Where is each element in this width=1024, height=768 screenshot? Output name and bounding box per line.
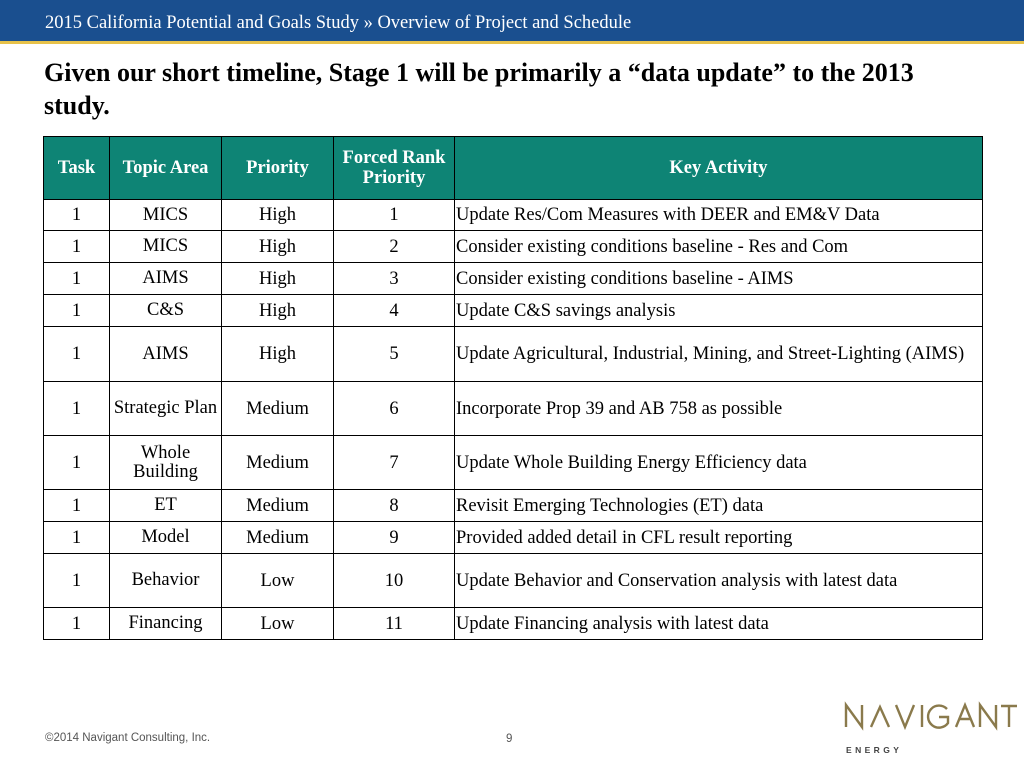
- slide-title: Given our short timeline, Stage 1 will be primarily a “data update” to the 2013 study.: [44, 58, 914, 120]
- cell-forced-rank: 6: [334, 382, 455, 436]
- cell-task: 1: [44, 263, 110, 295]
- cell-task: 1: [44, 327, 110, 382]
- cell-topic-area: Behavior: [110, 554, 222, 608]
- cell-key-activity: Update Whole Building Energy Efficiency data: [455, 436, 983, 490]
- cell-priority: High: [222, 263, 334, 295]
- cell-topic-area: AIMS: [110, 327, 222, 382]
- table-row: [44, 295, 983, 327]
- table-row: [44, 608, 983, 640]
- table-row: [44, 327, 983, 382]
- cell-key-activity: Update Behavior and Conservation analysis with latest data: [455, 554, 983, 608]
- cell-key-activity: Incorporate Prop 39 and AB 758 as possible: [455, 382, 983, 436]
- table-body: [44, 200, 983, 640]
- column-header-topic-area: Topic Area: [110, 137, 222, 200]
- cell-task: 1: [44, 382, 110, 436]
- cell-task: 1: [44, 490, 110, 522]
- cell-topic-area: Financing: [110, 608, 222, 640]
- table-row: [44, 436, 983, 490]
- table-row: [44, 554, 983, 608]
- cell-topic-area: C&S: [110, 295, 222, 327]
- cell-key-activity: Revisit Emerging Technologies (ET) data: [455, 490, 983, 522]
- cell-key-activity: Consider existing conditions baseline - AIMS: [455, 263, 983, 295]
- navigant-energy-logo: [843, 697, 1018, 757]
- cell-topic-area: AIMS: [110, 263, 222, 295]
- page-number: 9: [506, 733, 513, 745]
- table-row: [44, 490, 983, 522]
- task-table: [43, 136, 983, 640]
- cell-key-activity: Consider existing conditions baseline - Res and Com: [455, 231, 983, 263]
- cell-priority: Medium: [222, 436, 334, 490]
- cell-key-activity: Update Agricultural, Industrial, Mining, and Street-Lighting (AIMS): [455, 327, 983, 382]
- column-header-task: Task: [44, 137, 110, 200]
- cell-forced-rank: 1: [334, 200, 455, 231]
- header-bar: [0, 0, 1024, 44]
- breadcrumb: 2015 California Potential and Goals Study » Overview of Project and Schedule: [45, 13, 632, 33]
- cell-key-activity: Provided added detail in CFL result reporting: [455, 522, 983, 554]
- cell-topic-area: Strategic Plan: [110, 382, 222, 436]
- cell-topic-area: ET: [110, 490, 222, 522]
- cell-task: 1: [44, 436, 110, 490]
- cell-forced-rank: 2: [334, 231, 455, 263]
- cell-task: 1: [44, 608, 110, 640]
- table-row: [44, 382, 983, 436]
- logo-subtitle: ENERGY: [846, 745, 903, 755]
- cell-priority: High: [222, 200, 334, 231]
- cell-topic-area: Model: [110, 522, 222, 554]
- cell-task: 1: [44, 295, 110, 327]
- cell-priority: Medium: [222, 522, 334, 554]
- cell-forced-rank: 7: [334, 436, 455, 490]
- table-row: [44, 522, 983, 554]
- cell-key-activity: Update Res/Com Measures with DEER and EM&V Data: [455, 200, 983, 231]
- copyright: ©2014 Navigant Consulting, Inc.: [45, 732, 211, 744]
- table-row: [44, 263, 983, 295]
- cell-topic-area: MICS: [110, 231, 222, 263]
- table-row: [44, 231, 983, 263]
- table-header-row: [44, 137, 983, 200]
- column-header-priority: Priority: [222, 137, 334, 200]
- column-header-forced-rank-priority: Forced Rank Priority: [334, 137, 455, 200]
- cell-priority: High: [222, 295, 334, 327]
- cell-priority: Low: [222, 554, 334, 608]
- cell-forced-rank: 11: [334, 608, 455, 640]
- column-header-key-activity: Key Activity: [455, 137, 983, 200]
- cell-task: 1: [44, 200, 110, 231]
- cell-task: 1: [44, 231, 110, 263]
- cell-forced-rank: 9: [334, 522, 455, 554]
- cell-priority: Low: [222, 608, 334, 640]
- cell-forced-rank: 4: [334, 295, 455, 327]
- cell-key-activity: Update Financing analysis with latest data: [455, 608, 983, 640]
- cell-priority: High: [222, 327, 334, 382]
- table-row: [44, 200, 983, 231]
- cell-key-activity: Update C&S savings analysis: [455, 295, 983, 327]
- cell-priority: High: [222, 231, 334, 263]
- cell-forced-rank: 5: [334, 327, 455, 382]
- cell-task: 1: [44, 522, 110, 554]
- cell-forced-rank: 3: [334, 263, 455, 295]
- cell-forced-rank: 10: [334, 554, 455, 608]
- cell-priority: Medium: [222, 382, 334, 436]
- cell-task: 1: [44, 554, 110, 608]
- cell-forced-rank: 8: [334, 490, 455, 522]
- cell-topic-area: Whole Building: [110, 436, 222, 490]
- cell-priority: Medium: [222, 490, 334, 522]
- cell-topic-area: MICS: [110, 200, 222, 231]
